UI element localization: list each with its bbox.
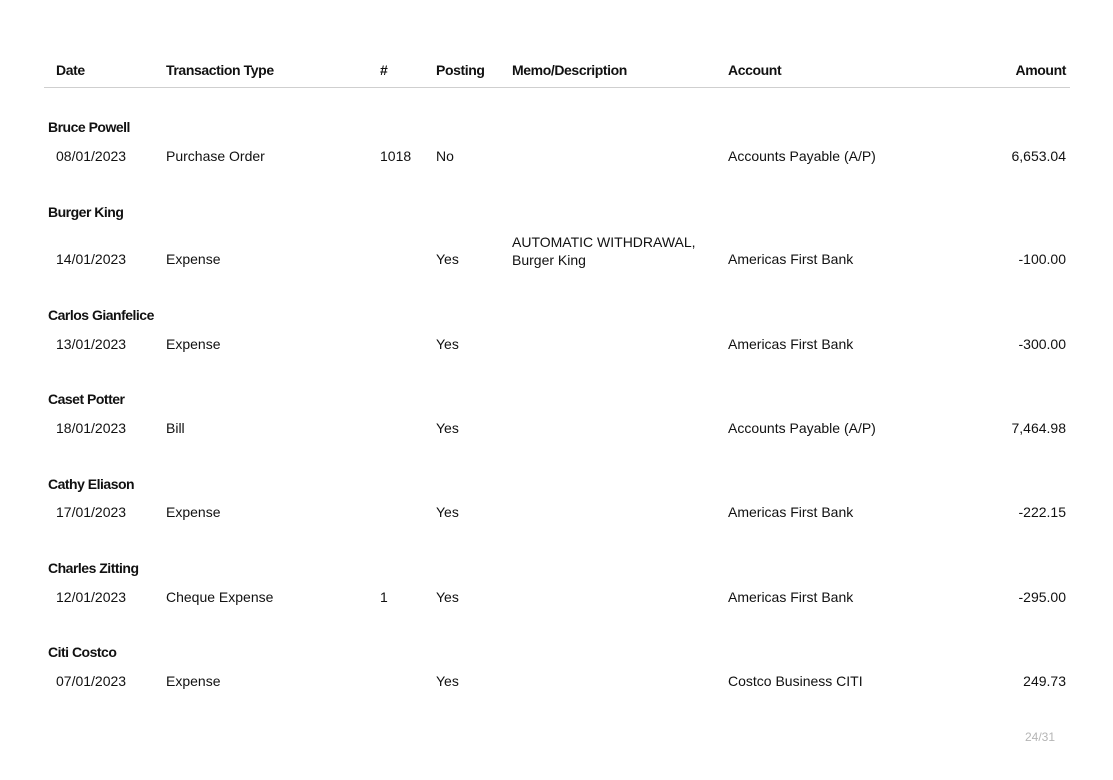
txn-amount: 249.73 <box>1023 673 1066 689</box>
txn-posting: Yes <box>436 336 459 352</box>
txn-type: Expense <box>166 673 221 689</box>
txn-account: Americas First Bank <box>728 251 854 267</box>
txn-date: 14/01/2023 <box>56 251 127 267</box>
txn-number: 1018 <box>380 148 412 164</box>
txn-date: 12/01/2023 <box>56 589 127 605</box>
txn-amount: -100.00 <box>1018 251 1066 267</box>
vendor-group-name: Carlos Gianfelice <box>48 307 154 323</box>
vendor-group-name: Caset Potter <box>48 391 125 407</box>
txn-account: Accounts Payable (A/P) <box>728 420 876 436</box>
column-header-number: # <box>380 62 388 78</box>
txn-amount: -222.15 <box>1018 504 1066 520</box>
txn-date: 17/01/2023 <box>56 504 127 520</box>
column-header-posting: Posting <box>436 62 485 78</box>
vendor-group-name: Burger King <box>48 204 124 220</box>
txn-type: Cheque Expense <box>166 589 274 605</box>
txn-number: 1 <box>380 589 388 605</box>
vendor-group-name: Bruce Powell <box>48 119 130 135</box>
txn-account: Americas First Bank <box>728 336 854 352</box>
txn-account: Americas First Bank <box>728 504 854 520</box>
txn-amount: 6,653.04 <box>1011 148 1066 164</box>
txn-date: 08/01/2023 <box>56 148 127 164</box>
transaction-report <box>44 0 1070 780</box>
txn-type: Expense <box>166 504 221 520</box>
txn-memo: AUTOMATIC WITHDRAWAL, Burger King <box>512 234 696 268</box>
txn-posting: Yes <box>436 420 459 436</box>
column-header-row <box>44 61 1070 88</box>
txn-date: 13/01/2023 <box>56 336 127 352</box>
column-header-date: Date <box>56 62 85 78</box>
txn-posting: Yes <box>436 504 459 520</box>
txn-amount: -295.00 <box>1018 589 1066 605</box>
txn-account: Americas First Bank <box>728 589 854 605</box>
column-header-account: Account <box>728 62 782 78</box>
vendor-group-name: Citi Costco <box>48 644 117 660</box>
vendor-group-name: Cathy Eliason <box>48 476 135 492</box>
vendor-group-name: Charles Zitting <box>48 560 139 576</box>
txn-posting: Yes <box>436 589 459 605</box>
txn-date: 18/01/2023 <box>56 420 127 436</box>
txn-posting: No <box>436 148 454 164</box>
column-header-transaction-type: Transaction Type <box>166 62 274 78</box>
txn-account: Accounts Payable (A/P) <box>728 148 876 164</box>
txn-type: Expense <box>166 336 221 352</box>
column-header-memo: Memo/Description <box>512 62 627 78</box>
txn-date: 07/01/2023 <box>56 673 127 689</box>
column-header-amount: Amount <box>1015 62 1066 78</box>
txn-posting: Yes <box>436 673 459 689</box>
txn-posting: Yes <box>436 251 459 267</box>
txn-type: Expense <box>166 251 221 267</box>
txn-type: Bill <box>166 420 185 436</box>
txn-amount: -300.00 <box>1018 336 1066 352</box>
page-number: 24/31 <box>1024 730 1055 744</box>
txn-amount: 7,464.98 <box>1011 420 1066 436</box>
txn-type: Purchase Order <box>166 148 265 164</box>
txn-account: Costco Business CITI <box>728 673 863 689</box>
